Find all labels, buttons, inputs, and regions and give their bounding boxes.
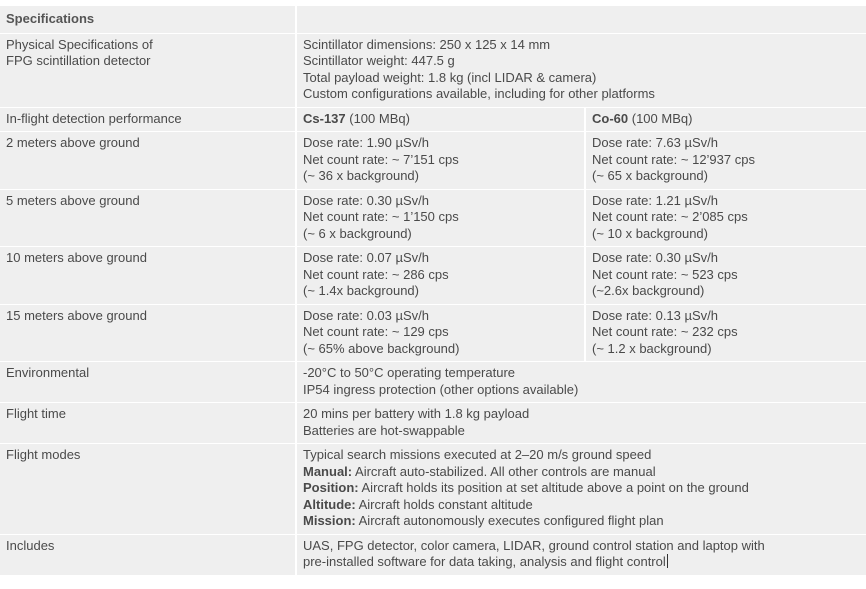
table-row-includes [0,535,866,576]
flight-mode-desc: Aircraft autonomously executes configured flight plan [355,513,664,528]
value-line: (~ 6 x background) [303,225,412,241]
value-line: (~ 1.4x background) [303,283,419,298]
table-row-physical [0,34,866,108]
isotope-activity: (100 MBq) [345,110,410,126]
value-line: Dose rate: 0.13 µSv/h [592,307,719,323]
value-line: (~2.6x background) [592,283,705,298]
row-value-flight-modes [295,444,866,535]
value-line: -20°C to 50°C operating temperature [303,365,516,380]
isotope-name: Co-60 [592,110,629,126]
value-line: (~ 36 x background) [303,168,419,183]
value-line: (~ 1.2 x background) [592,340,712,356]
cell-co60-15m [584,305,866,363]
flight-mode-desc: Aircraft holds its position at set altitude above a point on the ground [358,480,749,495]
header-row [0,6,866,34]
row-label-2m: 2 meters above ground [0,132,295,190]
flight-mode-item [303,513,860,530]
table-row-10m [0,247,866,305]
value-line: Net count rate: ~ 129 cps [303,324,449,339]
flight-mode-desc: Aircraft holds constant altitude [355,496,533,512]
value-line: Batteries are hot-swappable [303,422,465,438]
table-title: Specifications [0,6,295,34]
value-line: Dose rate: 0.07 µSv/h [303,250,430,265]
isotope-name: Cs-137 [303,110,346,126]
value-line: Net count rate: ~ 2’085 cps [592,209,748,224]
value-line: Dose rate: 0.03 µSv/h [303,307,430,323]
table-row-environmental [0,362,866,403]
value-line: Net count rate: ~ 12’937 cps [592,151,755,167]
value-text: pre-installed software for data taking, analysis and flight control [303,554,666,569]
table-row-flight-time [0,403,866,444]
row-value-flight-time [295,403,866,444]
flight-mode-name: Altitude: [303,496,356,512]
row-label-environmental: Environmental [0,362,295,403]
value-line: Net count rate: ~ 523 cps [592,266,738,282]
specifications-table [0,6,866,576]
row-label-physical [0,34,295,108]
value-line: Dose rate: 0.30 µSv/h [592,250,719,265]
row-label-includes: Includes [0,535,295,576]
flight-mode-name: Mission: [303,513,356,528]
value-line: Custom configurations available, including for other platforms [303,86,655,101]
flight-mode-desc: Aircraft auto-stabilized. All other controls are manual [352,463,656,479]
table-row-performance [0,108,866,133]
flight-mode-item [303,497,860,514]
column-header-cs137 [295,108,584,133]
cell-cs137-2m [295,132,584,190]
cell-cs137-10m [295,247,584,305]
flight-mode-item [303,480,860,497]
cell-cs137-5m [295,190,584,248]
cell-co60-10m [584,247,866,305]
flight-mode-name: Position: [303,480,359,495]
column-header-co60 [584,108,866,133]
row-value-physical [295,34,866,108]
row-label-10m: 10 meters above ground [0,247,295,305]
value-line: (~ 65% above background) [303,340,460,356]
row-label-15m: 15 meters above ground [0,305,295,363]
table-row-2m [0,132,866,190]
isotope-activity: (100 MBq) [628,110,693,126]
value-line: Net count rate: ~ 286 cps [303,266,449,282]
row-label-performance: In-flight detection performance [0,108,295,133]
value-line: IP54 ingress protection (other options available) [303,381,579,397]
value-line: Dose rate: 1.90 µSv/h [303,135,430,150]
value-line: UAS, FPG detector, color camera, LIDAR, ground control station and laptop with [303,537,765,553]
value-line: Scintillator dimensions: 250 x 125 x 14 mm [303,36,551,52]
cell-co60-2m [584,132,866,190]
value-line: Scintillator weight: 447.5 g [303,53,455,68]
table-row-flight-modes [0,444,866,535]
value-line: (~ 10 x background) [592,225,708,241]
value-line: Net count rate: ~ 7’151 cps [303,151,459,167]
value-line: Net count rate: ~ 232 cps [592,324,738,339]
row-label-flight-modes: Flight modes [0,444,295,535]
value-line: Dose rate: 0.30 µSv/h [303,192,430,208]
text-cursor [667,554,668,568]
value-line-with-caret [303,554,860,571]
value-line: Dose rate: 7.63 µSv/h [592,135,719,150]
value-line: 20 mins per battery with 1.8 kg payload [303,406,530,421]
value-line: Typical search missions executed at 2–20 m/s ground speed [303,447,652,462]
flight-mode-item [303,464,860,481]
row-value-environmental [295,362,866,403]
value-line: Net count rate: ~ 1’150 cps [303,209,459,224]
row-label-flight-time: Flight time [0,403,295,444]
row-value-includes[interactable] [295,535,866,576]
row-label-5m: 5 meters above ground [0,190,295,248]
header-empty-cell [295,6,866,34]
value-line: Total payload weight: 1.8 kg (incl LIDAR & camera) [303,69,597,85]
cell-cs137-15m [295,305,584,363]
row-label-line: Physical Specifications of [6,36,153,52]
table-row-5m [0,190,866,248]
cell-co60-5m [584,190,866,248]
value-line: (~ 65 x background) [592,168,708,183]
flight-mode-name: Manual: [303,463,353,479]
table-row-15m [0,305,866,363]
row-label-line: FPG scintillation detector [6,53,151,68]
value-line: Dose rate: 1.21 µSv/h [592,192,719,208]
